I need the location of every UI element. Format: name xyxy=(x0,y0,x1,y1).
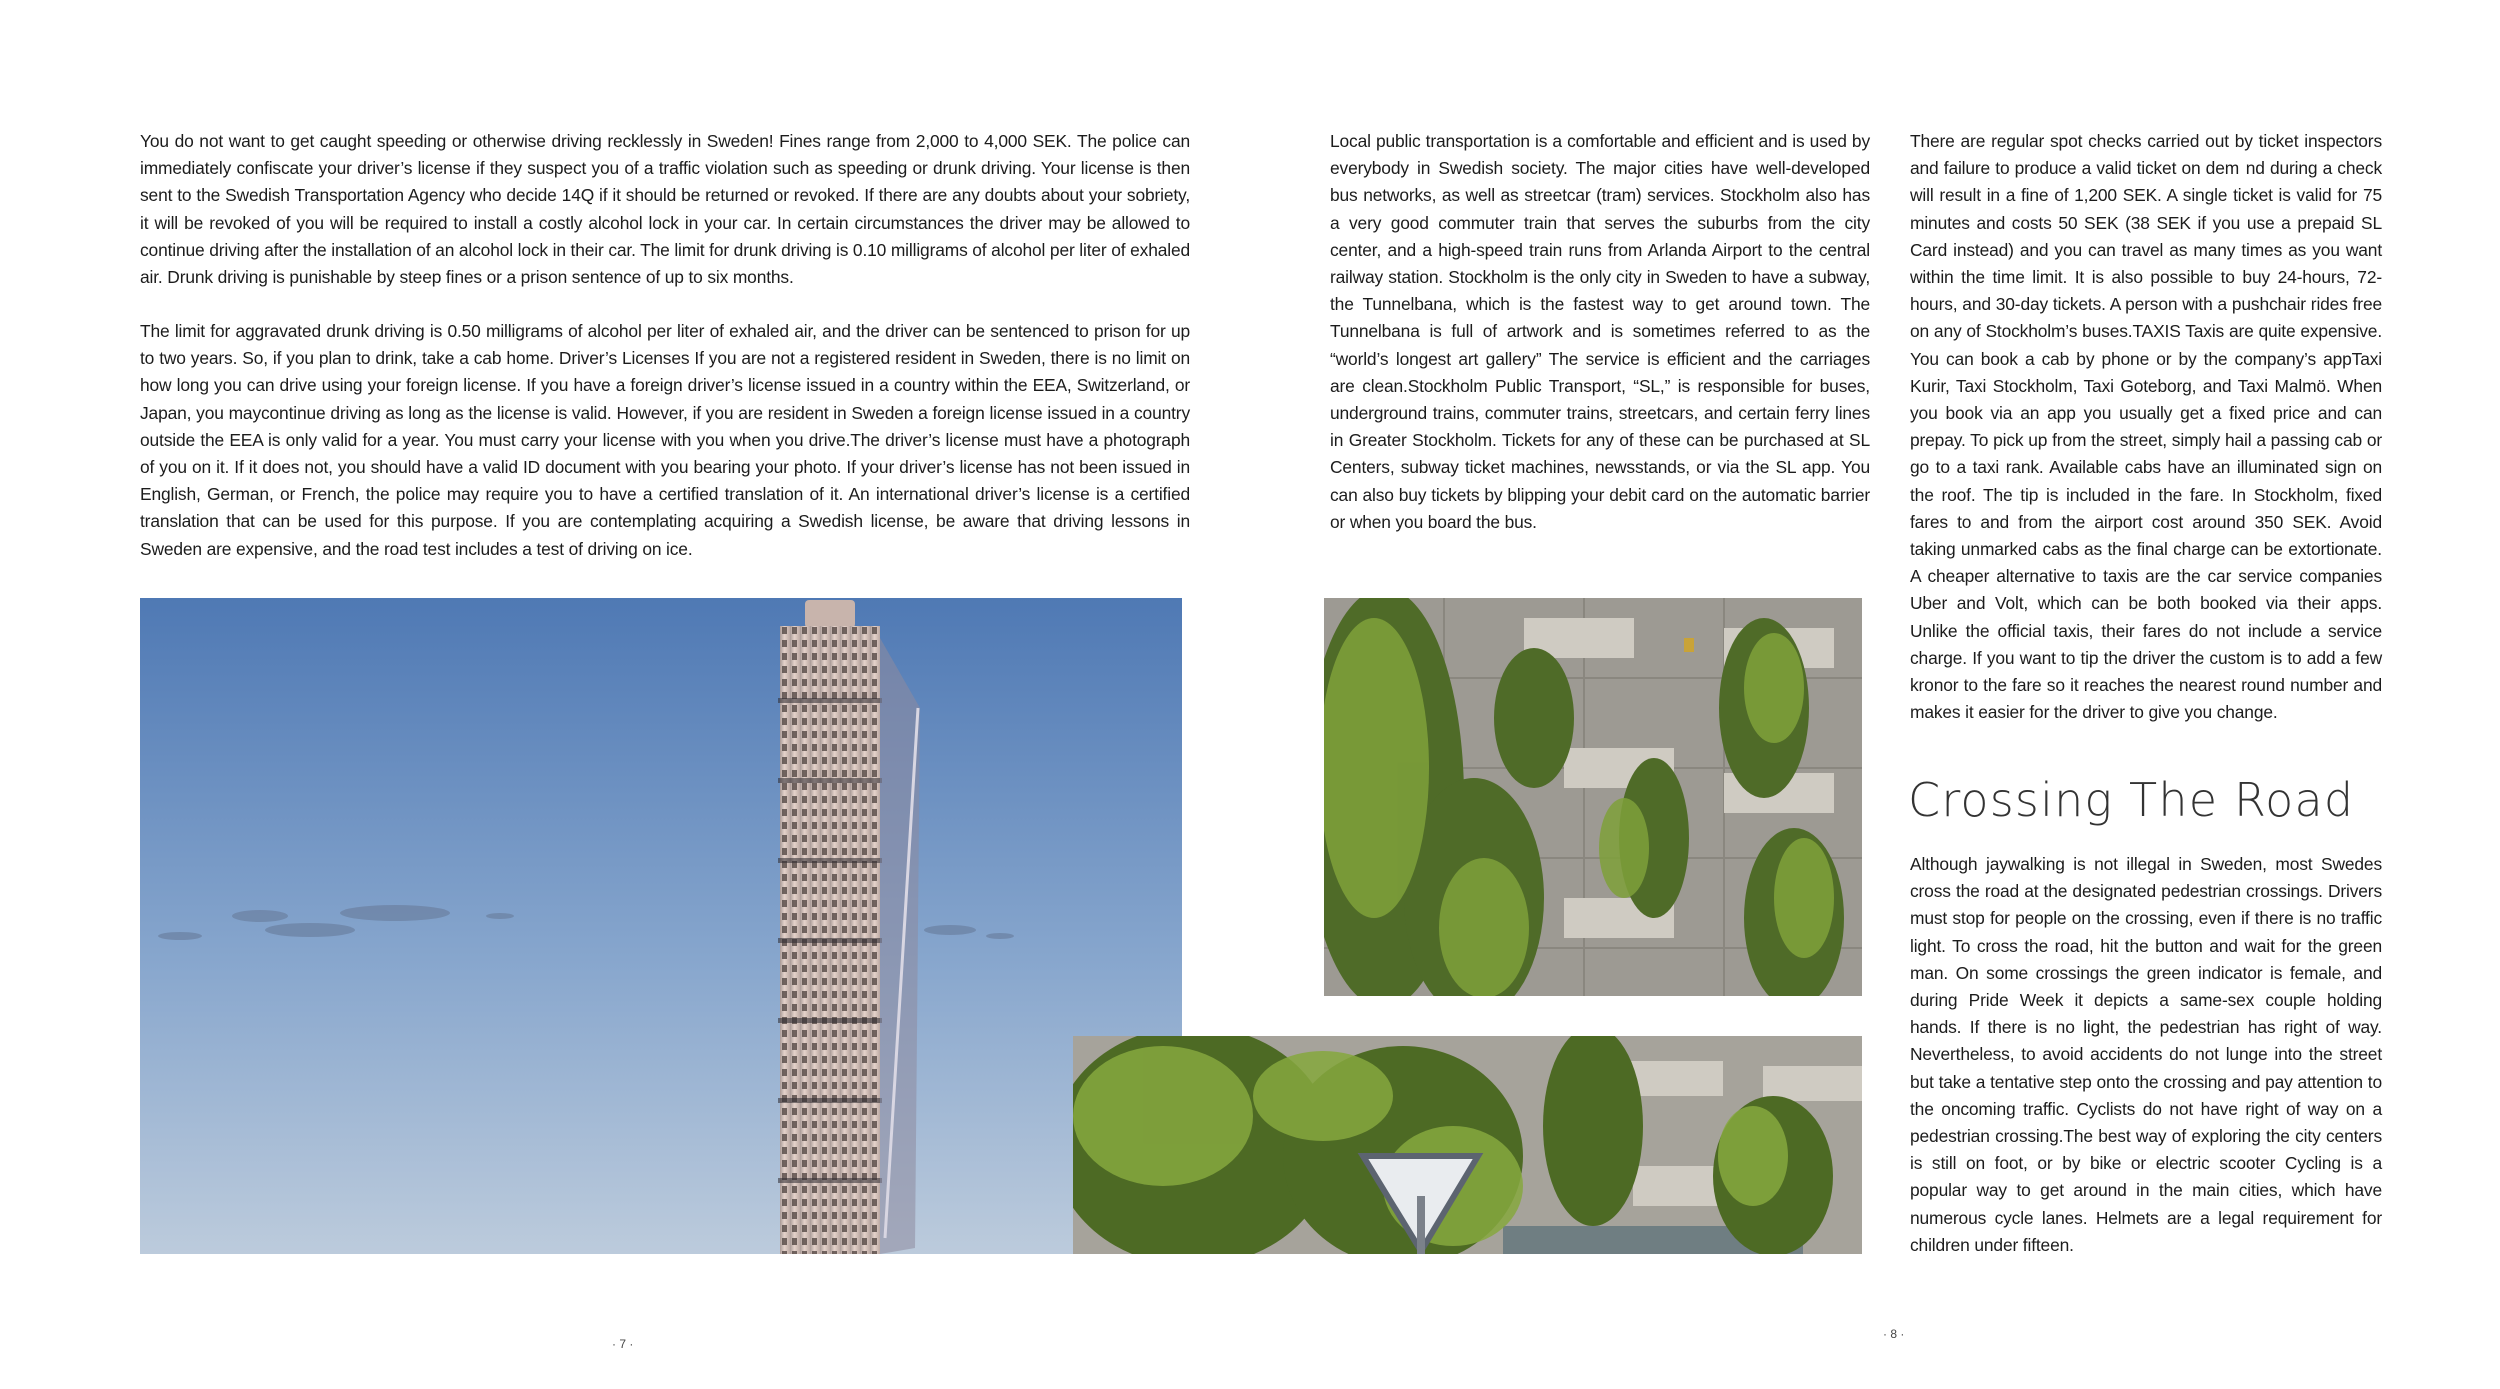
right-page-column-2-top-text: There are regular spot checks carried out by ticket inspectors and failure to produce a valid ticket on dem nd during a check will result in a fine of 1,200 SEK. A single ticket is valid for 75 minutes and costs 50 SEK (38 SEK if you use a prepaid SL Card instead) and you can travel as many times as you want within the time limit. It is also possible to buy 24-hours, 72-hours, and 30-day tickets. A person with a pushchair rides free on any of Stockholm’s buses.TAXIS Taxis are quite expensive. You can book a cab by phone or by the company’s appTaxi Kurir, Taxi Stockholm, Taxi Goteborg, and Taxi Malmö. When you book via an app you usually get a fixed price and can prepay. To pick up from the street, simply hail a passing cab or go to a taxi rank. Available cabs have an illuminated sign on the roof. The tip is included in the fare. In Stockholm, fixed fares to and from the airport cost around 350 SEK. Avoid taking unmarked cabs as the final charge can be extortionate. A cheaper alternative to taxis are the car service companies Uber and Volt, which can be both booked via their apps. Unlike the official taxis, their fares do not include a service charge. If you want to tip the driver the custom is to add a few kronor to the fare so it reaches the nearest round number and makes it easier for the driver to give you change. xyxy=(1910,131,2382,723)
page-number-left: · 7 · xyxy=(612,1337,634,1351)
green-wall-sign-photo xyxy=(1073,1036,1862,1254)
left-paragraph-1-text: You do not want to get caught speeding or otherwise driving recklessly in Sweden! Fines range from 2,000 to 4,000 SEK. The police can immediately confiscate your driver’s license if they suspect you of a traffic violation such as speeding or drunk driving. Your license is then sent to the Swedish Transportation Agency who decide 14Q if it should be returned or revoked. If there are any doubts about your sobriety, it will be revoked of you will be required to install a costly alcohol lock in your car. In certain circumstances the driver may be allowed to continue driving after the installation of an alcohol lock in their car. The limit for drunk driving is 0.10 milligrams of alcohol per liter of exhaled air. Drunk driving is punishable by steep fines or a prison sentence of up to six months. xyxy=(140,131,1190,288)
section-heading-crossing-the-road: Crossing The Road xyxy=(1908,773,2355,827)
left-paragraph-2-text: The limit for aggravated drunk driving is 0.50 milligrams of alcohol per liter of exhaled air, and the driver can be sentenced to prison for up to two years. So, if you plan to drink, take a cab home. Driver’s Licenses If you are not a registered resident in Sweden, there is no limit on how long you can drive using your foreign license. If you have a foreign driver’s license issued in a country within the EEA, Switzerland, or Japan, you maycontinue driving as long as the license is valid. However, if you are resident in Sweden a foreign license issued in a country outside the EEA is only valid for a year. You must carry your license with you when you drive.The driver’s license must have a photograph of you on it. If it does not, you should have a valid ID document with you bearing your photo. If your driver’s license has not been issued in English, German, or French, the police may require you to have a certified translation of it. An international driver’s license is a certified translation that can be used for this purpose. If you are contemplating acquiring a Swedish license, be aware that driving lessons in Sweden are expensive, and the road test includes a test of driving on ice. xyxy=(140,321,1190,559)
right-page-column-2-bottom-text: Although jaywalking is not illegal in Sweden, most Swedes cross the road at the designated pedestrian crossings. Drivers must stop for people on the crossing, even if there is no traffic light. To cross the road, hit the button and wait for the green man. On some crossings the green indicator is female, and during Pride Week it depicts a same-sex couple holding hands. If there is no light, the pedestrian has right of way. Nevertheless, to avoid accidents do not lunge into the street but take a tentative step onto the crossing and pay attention to the oncoming traffic. Cyclists do not have right of way on a pedestrian crossing.The best way of exploring the city centers is still on foot, or by bike or electric scooter Cycling is a popular way to get around in the main cities, which have numerous cycle lanes. Helmets are a legal requirement for children under fifteen. xyxy=(1910,854,2382,1255)
tower-shape xyxy=(778,600,920,1254)
page-number-right: · 8 · xyxy=(1883,1327,1905,1341)
right-page-column-2-bottom xyxy=(1910,851,2382,1259)
left-paragraph-2 xyxy=(140,318,1190,563)
green-facade-photo xyxy=(1324,598,1862,996)
left-paragraph-1 xyxy=(140,128,1190,291)
right-page-column-1-text: Local public transportation is a comfortable and efficient and is used by everybody in Swedish society. The major cities have well-developed bus networks, as well as streetcar (tram) services. Stockholm also has a very good commuter train that serves the suburbs from the city center, and a high-speed train runs from Arlanda Airport to the central railway station. Stockholm is the only city in Sweden to have a subway, the Tunnelbana, which is the fastest way to get around town. The Tunnelbana is full of artwork and is sometimes referred to as the “world’s longest art gallery” The service is efficient and the carriages are clean.Stockholm Public Transport, “SL,” is responsible for buses, underground trains, commuter trains, streetcars, and certain ferry lines in Greater Stockholm. Tickets for any of these can be purchased at SL Centers, subway ticket machines, newsstands, or via the SL app. You can also buy tickets by blipping your debit card on the automatic barrier or when you board the bus. xyxy=(1330,131,1870,532)
right-page-column-1 xyxy=(1330,128,1870,536)
turning-torso-photo xyxy=(140,598,1182,1254)
right-page-column-2-top xyxy=(1910,128,2382,726)
